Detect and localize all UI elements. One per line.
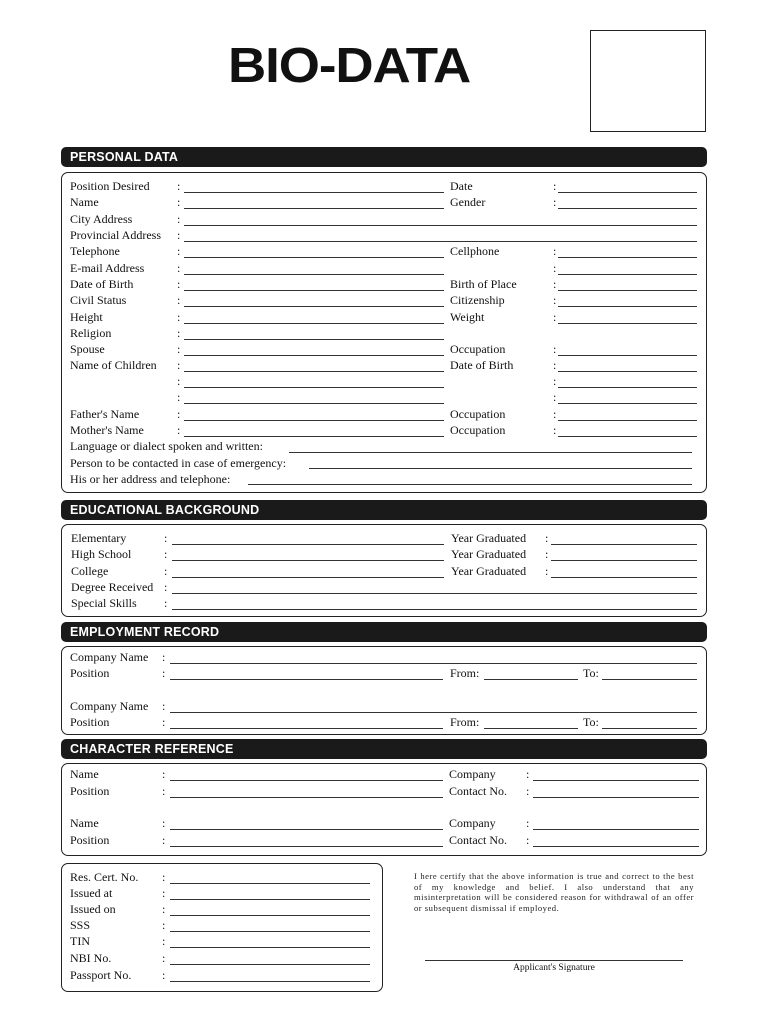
position-field-1[interactable] <box>170 679 443 680</box>
emergency-address-field[interactable] <box>248 484 692 485</box>
label-res-cert-no: Res. Cert. No. <box>70 870 139 884</box>
label-college-year-graduated: Year Graduated <box>451 564 527 578</box>
label-name-of-children: Name of Children <box>70 358 157 372</box>
label-high-school-year-graduated: Year Graduated <box>451 547 527 561</box>
label-elementary: Elementary <box>71 531 127 545</box>
degree-received-field[interactable] <box>172 593 697 594</box>
label-date-of-birth: Date of Birth <box>70 277 134 291</box>
high-school-field[interactable] <box>172 560 444 561</box>
label-from-1: From: <box>450 666 480 680</box>
label-elementary-year-graduated: Year Graduated <box>451 531 527 545</box>
form-title: BIO-DATA <box>228 39 471 93</box>
label-position-2: Position <box>70 715 110 729</box>
provincial-address-field[interactable] <box>184 241 697 242</box>
label-date: Date <box>450 179 473 193</box>
ref-position-field-2[interactable] <box>170 846 443 847</box>
label-height: Height <box>70 310 103 324</box>
label-spouse-occupation: Occupation <box>450 342 506 356</box>
label-citizenship: Citizenship <box>450 293 505 307</box>
issued-on-field[interactable] <box>170 915 370 916</box>
label-high-school: High School <box>71 547 132 561</box>
child-dob-field-3[interactable] <box>558 403 697 404</box>
father-occupation-field[interactable] <box>558 420 697 421</box>
name-field[interactable] <box>184 208 444 209</box>
photo-box[interactable] <box>590 30 706 132</box>
certification-statement: I here certify that the above information is true and correct to the best of my knowledge and belief. I also understand that any misinterpretation will be considered reason for withdrawal of an offer or subsequent dismissal if employed. <box>414 871 694 913</box>
high-school-year-field[interactable] <box>551 560 697 561</box>
label-ref-contact-2: Contact No. <box>449 833 507 847</box>
label-ref-company-2: Company <box>449 816 496 830</box>
label-ref-name-2: Name <box>70 816 99 830</box>
position-field-2[interactable] <box>170 728 443 729</box>
cellphone-field[interactable] <box>558 257 697 258</box>
religion-field[interactable] <box>184 339 444 340</box>
label-nbi-no: NBI No. <box>70 951 112 965</box>
ref-contact-field-1[interactable] <box>533 797 699 798</box>
sss-field[interactable] <box>170 931 370 932</box>
reference-box <box>61 763 707 856</box>
college-year-field[interactable] <box>551 577 697 578</box>
label-ref-name-1: Name <box>70 767 99 781</box>
ref-contact-field-2[interactable] <box>533 846 699 847</box>
signature-field[interactable] <box>425 960 683 961</box>
cellphone-field-2[interactable] <box>558 274 697 275</box>
special-skills-field[interactable] <box>172 609 697 610</box>
emergency-contact-field[interactable] <box>309 468 692 469</box>
label-issued-on: Issued on <box>70 902 116 916</box>
label-company-name-2: Company Name <box>70 699 149 713</box>
label-ref-contact-1: Contact No. <box>449 784 507 798</box>
height-field[interactable] <box>184 323 444 324</box>
label-religion: Religion <box>70 326 112 340</box>
citizenship-field[interactable] <box>558 306 697 307</box>
section-header-character-reference: CHARACTER REFERENCE <box>61 739 707 759</box>
label-emergency-contact: Person to be contacted in case of emergency: <box>70 456 287 470</box>
nbi-no-field[interactable] <box>170 964 370 965</box>
signature-label: Applicant's Signature <box>513 963 595 973</box>
res-cert-no-field[interactable] <box>170 883 370 884</box>
label-company-name-1: Company Name <box>70 650 149 664</box>
date-of-birth-field[interactable] <box>184 290 444 291</box>
label-language: Language or dialect spoken and written: <box>70 439 263 453</box>
child-dob-field-1[interactable] <box>558 371 697 372</box>
language-field[interactable] <box>289 452 692 453</box>
issued-at-field[interactable] <box>170 899 370 900</box>
child-dob-field-2[interactable] <box>558 387 697 388</box>
label-mother-occupation: Occupation <box>450 423 506 437</box>
label-mothers-name: Mother's Name <box>70 423 144 437</box>
civil-status-field[interactable] <box>184 306 444 307</box>
passport-no-field[interactable] <box>170 981 370 982</box>
to-field-1[interactable] <box>602 679 697 680</box>
gender-field[interactable] <box>558 208 697 209</box>
ref-company-field-2[interactable] <box>533 829 699 830</box>
employment-box <box>61 646 707 735</box>
label-cellphone: Cellphone <box>450 244 500 258</box>
ref-name-field-2[interactable] <box>170 829 443 830</box>
ref-position-field-1[interactable] <box>170 797 443 798</box>
label-provincial-address: Provincial Address <box>70 228 161 242</box>
label-fathers-name: Father's Name <box>70 407 140 421</box>
education-box <box>61 524 707 617</box>
label-civil-status: Civil Status <box>70 293 127 307</box>
city-address-field[interactable] <box>184 225 697 226</box>
label-birth-place: Birth of Place <box>450 277 517 291</box>
tin-field[interactable] <box>170 947 370 948</box>
label-position-1: Position <box>70 666 110 680</box>
label-gender: Gender <box>450 195 486 209</box>
section-header-personal-data: PERSONAL DATA <box>61 147 707 167</box>
label-name: Name <box>70 195 99 209</box>
label-father-occupation: Occupation <box>450 407 506 421</box>
email-field[interactable] <box>184 274 444 275</box>
label-weight: Weight <box>450 310 485 324</box>
label-position-desired: Position Desired <box>70 179 150 193</box>
child-name-field-1[interactable] <box>184 371 444 372</box>
label-emergency-address: His or her address and telephone: <box>70 472 231 486</box>
ref-name-field-1[interactable] <box>170 780 443 781</box>
from-field-2[interactable] <box>484 728 578 729</box>
mothers-name-field[interactable] <box>184 436 444 437</box>
label-ref-company-1: Company <box>449 767 496 781</box>
birth-place-field[interactable] <box>558 290 697 291</box>
mother-occupation-field[interactable] <box>558 436 697 437</box>
position-desired-field[interactable] <box>184 192 444 193</box>
label-child-date-of-birth: Date of Birth <box>450 358 514 372</box>
label-city-address: City Address <box>70 212 133 226</box>
from-field-1[interactable] <box>484 679 578 680</box>
label-ref-position-2: Position <box>70 833 110 847</box>
college-field[interactable] <box>172 577 444 578</box>
section-header-employment-record: EMPLOYMENT RECORD <box>61 622 707 642</box>
child-name-field-2[interactable] <box>184 387 444 388</box>
to-field-2[interactable] <box>602 728 697 729</box>
weight-field[interactable] <box>558 323 697 324</box>
label-spouse: Spouse <box>70 342 105 356</box>
label-issued-at: Issued at <box>70 886 113 900</box>
elementary-year-field[interactable] <box>551 544 697 545</box>
date-field[interactable] <box>558 192 697 193</box>
label-tin: TIN <box>70 934 90 948</box>
label-telephone: Telephone <box>70 244 120 258</box>
company-name-field-1[interactable] <box>170 663 697 664</box>
ref-company-field-1[interactable] <box>533 780 699 781</box>
label-to-1: To: <box>583 666 599 680</box>
spouse-occupation-field[interactable] <box>558 355 697 356</box>
spouse-field[interactable] <box>184 355 444 356</box>
child-name-field-3[interactable] <box>184 403 444 404</box>
label-email: E-mail Address <box>70 261 145 275</box>
label-special-skills: Special Skills <box>71 596 137 610</box>
fathers-name-field[interactable] <box>184 420 444 421</box>
company-name-field-2[interactable] <box>170 712 697 713</box>
label-degree-received: Degree Received <box>71 580 154 594</box>
label-from-2: From: <box>450 715 480 729</box>
section-header-educational-background: EDUCATIONAL BACKGROUND <box>61 500 707 520</box>
label-college: College <box>71 564 109 578</box>
elementary-field[interactable] <box>172 544 444 545</box>
telephone-field[interactable] <box>184 257 444 258</box>
label-sss: SSS <box>70 918 91 932</box>
label-to-2: To: <box>583 715 599 729</box>
label-ref-position-1: Position <box>70 784 110 798</box>
label-passport-no: Passport No. <box>70 968 132 982</box>
